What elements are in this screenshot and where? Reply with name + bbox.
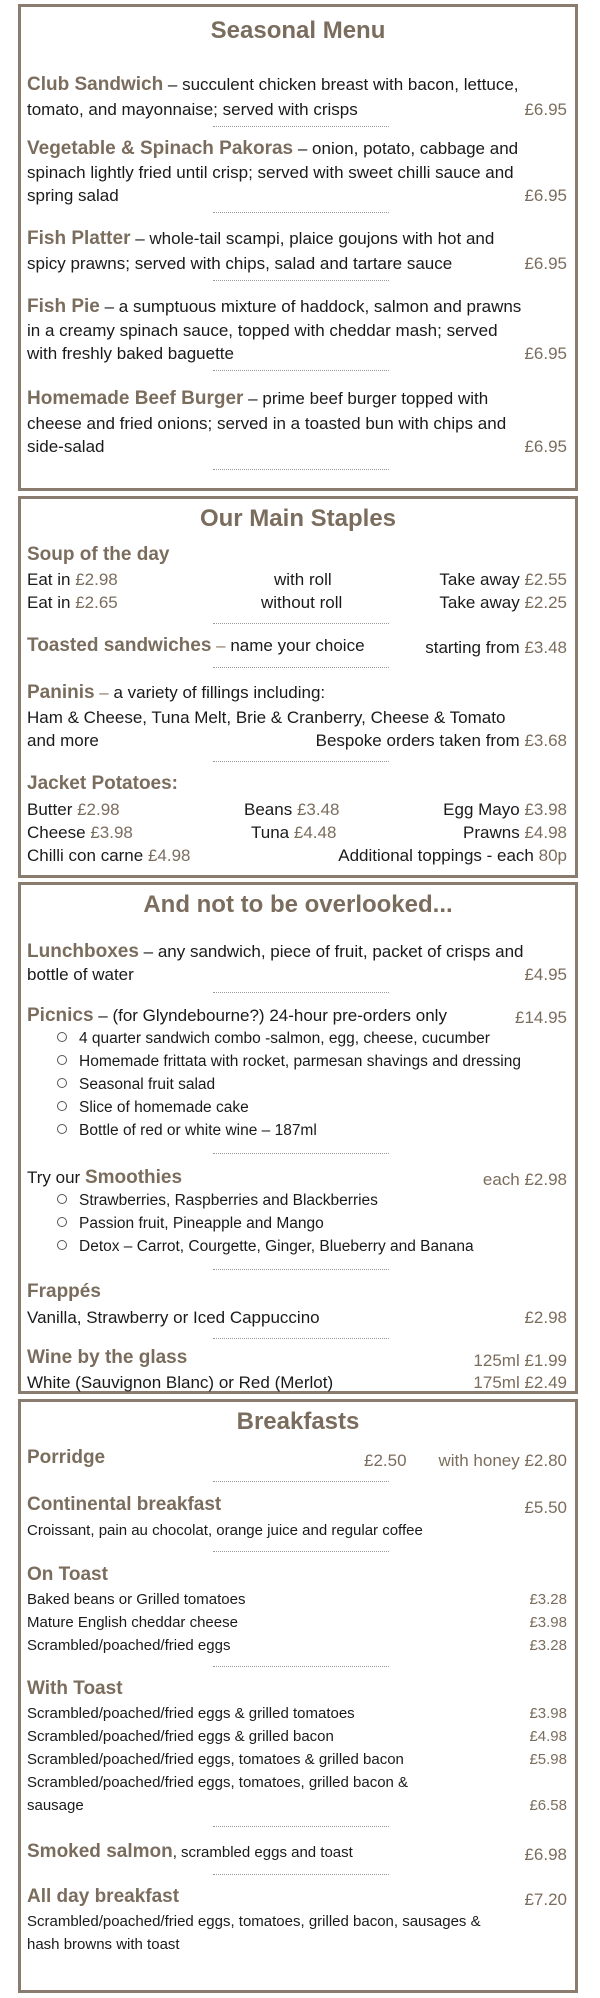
paninis-bespoke: Bespoke orders taken from £3.68 <box>315 731 567 750</box>
list-item: Bottle of red or white wine – 187ml <box>57 1120 317 1142</box>
lunchboxes-price: £4.95 <box>524 965 567 984</box>
continental-desc: Croissant, pain au chocolat, orange juice and regular coffee <box>27 1522 423 1539</box>
smoked-salmon: Smoked salmon, scrambled eggs and toast <box>27 1841 353 1862</box>
with-toast-item: Scrambled/poached/fried eggs, tomatoes, grilled bacon & <box>27 1774 409 1791</box>
item-desc: in a creamy spinach sauce, topped with cheddar mash; served <box>27 321 498 340</box>
divider <box>213 126 389 127</box>
picnics: Picnics – (for Glyndebourne?) 24-hour pre-orders only <box>27 1005 447 1026</box>
porridge-honey-price: with honey £2.80 <box>438 1451 567 1470</box>
divider <box>213 280 389 281</box>
main-staples-section <box>18 496 578 878</box>
item-price: £6.95 <box>524 344 567 363</box>
divider <box>213 1153 389 1154</box>
with-toast-price: £4.98 <box>529 1728 567 1745</box>
list-item: Slice of homemade cake <box>57 1097 249 1119</box>
jacket-item: Tuna £4.48 <box>251 823 337 842</box>
porridge-heading: Porridge <box>27 1447 106 1468</box>
divider <box>213 1666 389 1667</box>
item-name: Club Sandwich <box>27 74 164 95</box>
divider <box>213 1551 389 1552</box>
item-name: Fish Pie <box>27 296 100 317</box>
divider <box>213 761 389 762</box>
wine-heading: Wine by the glass <box>27 1347 188 1368</box>
with-toast-heading: With Toast <box>27 1678 123 1699</box>
frappes-heading: Frappés <box>27 1281 101 1302</box>
menu-item-fish-platter: Fish Platter – whole-tail scampi, plaice goujons with hot and <box>27 228 495 249</box>
frappes-price: £2.98 <box>524 1308 567 1327</box>
soup-row: Eat in £2.98 <box>27 570 118 589</box>
with-toast-price: £6.58 <box>529 1797 567 1814</box>
on-toast-heading: On Toast <box>27 1564 108 1585</box>
item-name: Homemade Beef Burger <box>27 388 244 409</box>
list-item: 4 quarter sandwich combo -salmon, egg, cheese, cucumber <box>57 1028 490 1050</box>
item-desc: side-salad <box>27 437 105 456</box>
jacket-item: Beans £3.48 <box>244 800 340 819</box>
jacket-item: Cheese £3.98 <box>27 823 133 842</box>
toasted-price: starting from £3.48 <box>425 638 567 657</box>
list-item: Strawberries, Raspberries and Blackberries <box>57 1190 378 1212</box>
wine-price-175: 175ml £2.49 <box>473 1373 567 1392</box>
soup-row-note: without roll <box>261 593 343 612</box>
jacket-item: Prawns £4.98 <box>463 823 567 842</box>
on-toast-item: Mature English cheddar cheese <box>27 1614 238 1631</box>
divider <box>213 469 389 470</box>
jacket-item: Egg Mayo £3.98 <box>443 800 567 819</box>
continental-price: £5.50 <box>524 1498 567 1517</box>
item-desc: spring salad <box>27 186 119 205</box>
soup-row-note: with roll <box>274 570 332 589</box>
with-toast-price: £5.98 <box>529 1751 567 1768</box>
item-price: £6.95 <box>524 100 567 119</box>
item-name: Vegetable & Spinach Pakoras <box>27 138 294 159</box>
list-item: Homemade frittata with rocket, parmesan shavings and dressing <box>57 1051 521 1073</box>
list-item: Detox – Carrot, Courgette, Ginger, Blueberry and Banana <box>57 1236 474 1258</box>
menu-item-club-sandwich: Club Sandwich – succulent chicken breast with bacon, lettuce, <box>27 74 519 95</box>
menu-item-fish-pie: Fish Pie – a sumptuous mixture of haddock, salmon and prawns <box>27 296 522 317</box>
smoked-salmon-price: £6.98 <box>524 1845 567 1864</box>
overlooked-section <box>18 882 578 1394</box>
lunchboxes: Lunchboxes – any sandwich, piece of fruit, packet of crisps and <box>27 941 524 962</box>
jacket-item: Butter £2.98 <box>27 800 120 819</box>
all-day-price: £7.20 <box>524 1890 567 1909</box>
lunchboxes-desc: bottle of water <box>27 965 134 984</box>
item-price: £6.95 <box>524 437 567 456</box>
paninis: Paninis – a variety of fillings including: <box>27 682 326 703</box>
item-desc: spinach lightly fried until crisp; served with sweet chilli sauce and <box>27 163 514 182</box>
item-desc: with freshly baked baguette <box>27 344 234 363</box>
list-item: Seasonal fruit salad <box>57 1074 215 1096</box>
soup-takeaway: Take away £2.25 <box>439 593 567 612</box>
picnics-price: £14.95 <box>515 1008 567 1027</box>
item-desc: tomato, and mayonnaise; served with crisps <box>27 100 358 119</box>
menu-item-beef-burger: Homemade Beef Burger – prime beef burger topped with <box>27 388 489 409</box>
divider <box>213 370 389 371</box>
list-item: Passion fruit, Pineapple and Mango <box>57 1213 324 1235</box>
divider <box>213 1269 389 1270</box>
on-toast-price: £3.98 <box>529 1614 567 1631</box>
soup-takeaway: Take away £2.55 <box>439 570 567 589</box>
wine-desc: White (Sauvignon Blanc) or Red (Merlot) <box>27 1373 334 1392</box>
with-toast-item: Scrambled/poached/fried eggs & grilled bacon <box>27 1728 334 1745</box>
all-day-heading: All day breakfast <box>27 1886 180 1907</box>
divider <box>213 1338 389 1339</box>
paninis-more: and more <box>27 731 99 750</box>
jacket-item: Chilli con carne £4.98 <box>27 846 191 865</box>
porridge-price: £2.50 <box>364 1451 407 1470</box>
smoothies-price: each £2.98 <box>482 1170 567 1189</box>
divider <box>213 1826 389 1827</box>
section-title: And not to be overlooked... <box>143 891 453 918</box>
breakfasts-section <box>18 1399 578 1993</box>
item-price: £6.95 <box>524 186 567 205</box>
with-toast-item: Scrambled/poached/fried eggs, tomatoes & grilled bacon <box>27 1751 404 1768</box>
on-toast-item: Scrambled/poached/fried eggs <box>27 1637 231 1654</box>
divider <box>213 992 389 993</box>
divider <box>213 1481 389 1482</box>
item-name: Fish Platter <box>27 228 131 249</box>
seasonal-menu-section <box>18 4 578 491</box>
with-toast-item: Scrambled/poached/fried eggs & grilled tomatoes <box>27 1705 355 1722</box>
item-desc: spicy prawns; served with chips, salad and tartare sauce <box>27 254 453 273</box>
with-toast-item-cont: sausage <box>27 1797 84 1814</box>
section-title: Our Main Staples <box>199 505 397 532</box>
jacket-potatoes-heading: Jacket Potatoes: <box>27 773 179 794</box>
continental-heading: Continental breakfast <box>27 1494 222 1515</box>
frappes-desc: Vanilla, Strawberry or Iced Cappuccino <box>27 1308 320 1327</box>
smoothies: Try our Smoothies <box>27 1167 183 1188</box>
section-title: Breakfasts <box>236 1408 360 1435</box>
item-desc: cheese and fried onions; served in a toasted bun with chips and <box>27 414 507 433</box>
on-toast-item: Baked beans or Grilled tomatoes <box>27 1591 246 1608</box>
divider <box>213 623 389 624</box>
all-day-desc-cont: hash browns with toast <box>27 1936 180 1953</box>
with-toast-price: £3.98 <box>529 1705 567 1722</box>
soup-row: Eat in £2.65 <box>27 593 118 612</box>
section-title: Seasonal Menu <box>210 17 386 44</box>
divider <box>213 667 389 668</box>
on-toast-price: £3.28 <box>529 1591 567 1608</box>
paninis-fillings: Ham & Cheese, Tuna Melt, Brie & Cranberry, Cheese & Tomato <box>27 708 506 727</box>
wine-price-125: 125ml £1.99 <box>473 1351 567 1370</box>
divider <box>213 1874 389 1875</box>
jacket-extra-toppings: Additional toppings - each 80p <box>338 846 567 865</box>
soup-heading: Soup of the day <box>27 544 170 565</box>
menu-item-pakoras: Vegetable & Spinach Pakoras – onion, potato, cabbage and <box>27 138 519 159</box>
divider <box>213 212 389 213</box>
item-price: £6.95 <box>524 254 567 273</box>
on-toast-price: £3.28 <box>529 1637 567 1654</box>
all-day-desc: Scrambled/poached/fried eggs, tomatoes, grilled bacon, sausages & <box>27 1913 481 1930</box>
toasted-sandwiches: Toasted sandwiches – name your choice <box>27 635 365 656</box>
